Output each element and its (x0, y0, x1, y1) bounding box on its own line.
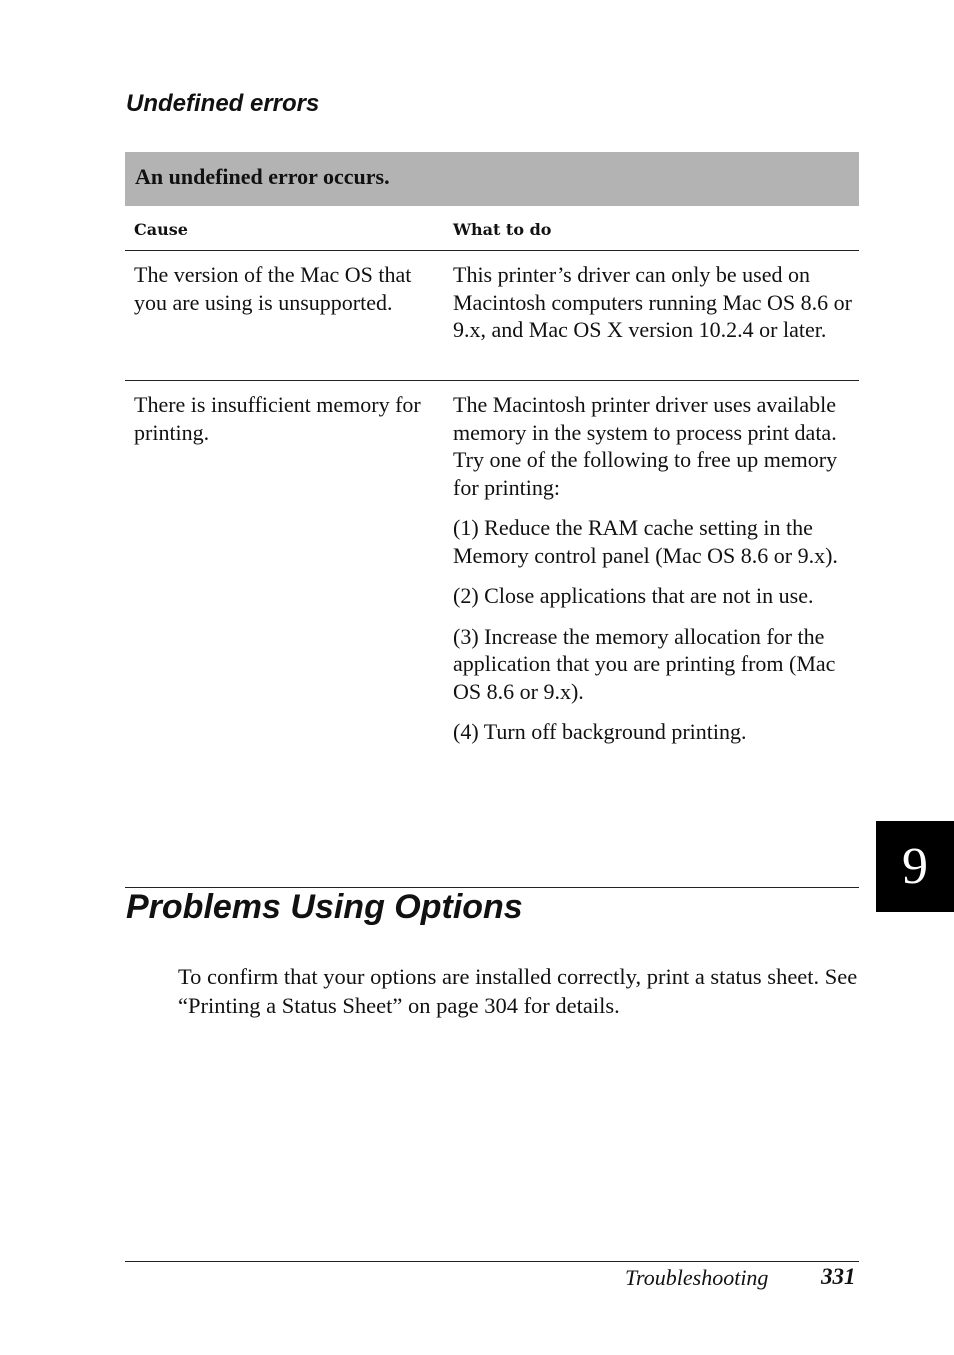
section-body: To confirm that your options are installed correctly, print a status sheet. See “Printing a Status Sheet” on page 304 for details. (178, 964, 858, 1018)
what-to-do-step: (3) Increase the memory allocation for the application that you are printing from (Mac OS 8.6 or 9.x). (453, 623, 836, 704)
table-column-headers (125, 206, 859, 251)
table-row (125, 381, 859, 759)
what-to-do-cell (444, 391, 859, 759)
sub-heading: Undefined errors (126, 90, 320, 117)
what-to-do-step: (4) Turn off background printing. (453, 719, 747, 744)
error-table (125, 152, 859, 759)
table-title: An undefined error occurs. (125, 152, 859, 206)
column-header-cause: Cause (134, 220, 188, 239)
chapter-tab: 9 (876, 821, 954, 912)
footer-section-name: Troubleshooting (625, 1265, 769, 1290)
what-to-do-cell (444, 261, 859, 380)
footer-divider (125, 1261, 859, 1262)
cause-cell: The version of the Mac OS that you are using is unsupported. (134, 262, 412, 315)
what-to-do-step: (2) Close applications that are not in use. (453, 583, 814, 608)
what-to-do-step: (1) Reduce the RAM cache setting in the Memory control panel (Mac OS 8.6 or 9.x). (453, 515, 838, 568)
column-header-what-to-do: What to do (453, 220, 552, 239)
what-to-do-text: The Macintosh printer driver uses available memory in the system to process print data. Try one of the following to free up memory for printing: (453, 392, 838, 500)
page-number: 331 (821, 1264, 856, 1289)
cause-cell: There is insufficient memory for printing. (134, 392, 421, 445)
table-row (125, 251, 859, 381)
section-title: Problems Using Options (126, 888, 523, 926)
what-to-do-text: This printer’s driver can only be used on Macintosh computers running Mac OS 8.6 or 9.x, and Mac OS X version 10.2.4 or later. (453, 262, 852, 342)
